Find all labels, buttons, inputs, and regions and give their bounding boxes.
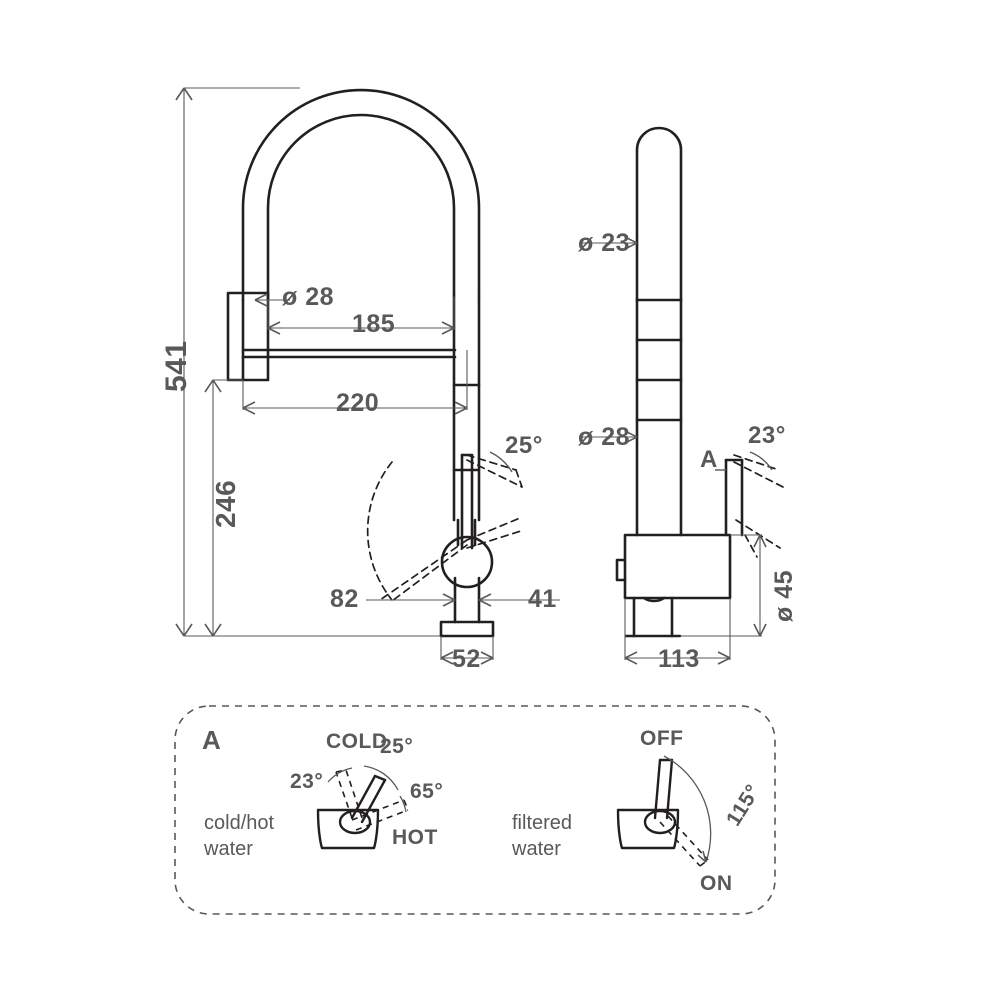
dim-hose-diameter: ø 28: [282, 283, 335, 311]
detail-marker-side: A: [700, 446, 718, 473]
dim-spout-tube-diameter: ø 23: [578, 229, 631, 257]
detail-angle-23: 23°: [290, 770, 324, 793]
dim-spout-height: 246: [210, 479, 241, 528]
dim-base-diameter: ø 45: [770, 569, 798, 622]
label-off: OFF: [640, 727, 684, 750]
detail-panel-marker: A: [202, 725, 222, 755]
detail-left-caption-line2: water: [204, 838, 253, 860]
dim-handle-swing-left: 82: [330, 585, 359, 613]
detail-left-caption-line1: cold/hot: [204, 812, 275, 834]
detail-right-caption-line2: water: [512, 838, 561, 860]
dim-base-depth: 113: [658, 645, 700, 673]
dim-base-width: 52: [452, 645, 481, 673]
dim-spout-reach-outer: 220: [336, 389, 380, 417]
dim-body-diameter: ø 28: [578, 423, 631, 451]
detail-angle-25: 25°: [380, 735, 414, 758]
detail-angle-65: 65°: [410, 780, 444, 803]
label-cold: COLD: [326, 730, 388, 753]
label-hot: HOT: [392, 826, 438, 849]
detail-angle-115: 115°: [722, 780, 765, 831]
dim-spout-reach-inner: 185: [352, 310, 396, 338]
dim-handle-angle: 25°: [505, 432, 543, 459]
dim-overall-height: 541: [160, 340, 193, 392]
dim-lever-angle: 23°: [748, 422, 786, 449]
detail-right-caption-line1: filtered: [512, 812, 573, 834]
dim-handle-swing-right: 41: [528, 585, 557, 613]
label-on: ON: [700, 872, 733, 895]
